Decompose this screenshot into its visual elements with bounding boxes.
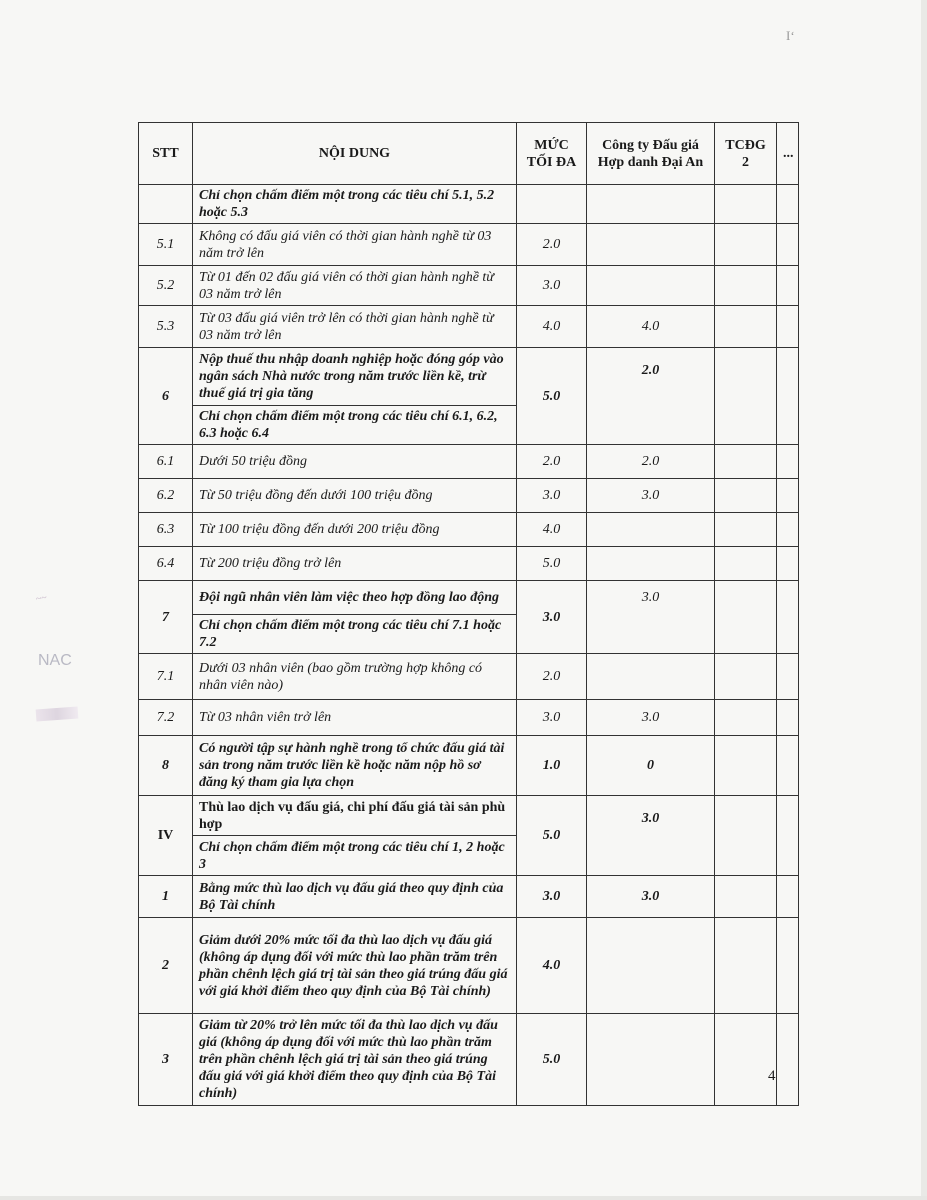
- table-row: [139, 479, 799, 513]
- page-number: 4: [768, 1068, 776, 1084]
- page-edge-bottom: [0, 1196, 927, 1200]
- table-row: [139, 547, 799, 581]
- row-max: 5.0: [517, 547, 587, 581]
- table-row: [139, 306, 799, 348]
- header-content: NỘI DUNG: [193, 123, 517, 185]
- row-content: Nộp thuế thu nhập doanh nghiệp hoặc đóng góp vào ngân sách Nhà nước trong năm trước liền kề, trừ thuế giá trị gia tăng: [193, 348, 517, 406]
- row-note: Chỉ chọn chấm điểm một trong các tiêu chí 1, 2 hoặc 3: [193, 836, 517, 876]
- row-content: Dưới 50 triệu đồng: [193, 445, 517, 479]
- row-content: Bằng mức thù lao dịch vụ đấu giá theo quy định của Bộ Tài chính: [193, 876, 517, 918]
- row-stt: 6: [139, 348, 193, 445]
- header-row: [139, 123, 799, 185]
- row-content: Giảm dưới 20% mức tối đa thù lao dịch vụ đấu giá (không áp dụng đối với mức thù lao phần trăm trên phần chênh lệch giá trị tài sản theo giá trúng đấu giá với giá khởi điểm theo quy định của Bộ Tài chính): [193, 918, 517, 1014]
- table-row: [139, 654, 799, 700]
- row-max: 3.0: [517, 479, 587, 513]
- row-note: Chỉ chọn chấm điểm một trong các tiêu chí 5.1, 5.2 hoặc 5.3: [193, 185, 517, 224]
- table-row: [139, 796, 799, 836]
- table-row: [139, 918, 799, 1014]
- stamp-fragment: ~~: [35, 592, 48, 605]
- row-content: Dưới 03 nhân viên (bao gồm trường hợp không có nhân viên nào): [193, 654, 517, 700]
- row-score: 3.0: [587, 876, 715, 918]
- row-max: 2.0: [517, 445, 587, 479]
- row-content: Từ 100 triệu đồng đến dưới 200 triệu đồng: [193, 513, 517, 547]
- row-content: Từ 03 đấu giá viên trở lên có thời gian hành nghề từ 03 năm trở lên: [193, 306, 517, 348]
- row-max: 1.0: [517, 736, 587, 796]
- row-content: Từ 200 triệu đồng trở lên: [193, 547, 517, 581]
- row-stt: 5.2: [139, 266, 193, 306]
- row-stt: 3: [139, 1014, 193, 1106]
- row-score: 0: [587, 736, 715, 796]
- evaluation-table: [138, 122, 799, 1106]
- table-row: [139, 1014, 799, 1106]
- row-max: 2.0: [517, 224, 587, 266]
- row-stt: 2: [139, 918, 193, 1014]
- row-max: 2.0: [517, 654, 587, 700]
- row-max: 5.0: [517, 348, 587, 445]
- row-stt: 5.1: [139, 224, 193, 266]
- table-row: [139, 513, 799, 547]
- row-max: 4.0: [517, 513, 587, 547]
- header-tcdg2: TCĐG 2: [715, 123, 777, 185]
- row-max: 4.0: [517, 918, 587, 1014]
- table-row: [139, 348, 799, 406]
- row-content: Giảm từ 20% trở lên mức tối đa thù lao dịch vụ đấu giá (không áp dụng đối với mức thù lao phần trăm trên phần chênh lệch giá trị tài sản theo giá trúng đấu giá với giá khởi điểm theo quy định của Bộ Tài chính): [193, 1014, 517, 1106]
- row-content: Không có đấu giá viên có thời gian hành nghề từ 03 năm trở lên: [193, 224, 517, 266]
- row-max: 3.0: [517, 581, 587, 654]
- row-content: Từ 03 nhân viên trở lên: [193, 700, 517, 736]
- row-score: 2.0: [587, 445, 715, 479]
- row-max: 3.0: [517, 700, 587, 736]
- row-content: Có người tập sự hành nghề trong tổ chức đấu giá tài sản trong năm trước liền kề hoặc năm nộp hồ sơ đăng ký tham gia lựa chọn: [193, 736, 517, 796]
- row-stt: 1: [139, 876, 193, 918]
- row-content: Thù lao dịch vụ đấu giá, chi phí đấu giá tài sản phù hợp: [193, 796, 517, 836]
- row-stt: 6.1: [139, 445, 193, 479]
- row-score: 3.0: [587, 479, 715, 513]
- row-score: 3.0: [587, 700, 715, 736]
- row-score: 4.0: [587, 306, 715, 348]
- stamp-fragment-band: [36, 707, 79, 722]
- row-content: Đội ngũ nhân viên làm việc theo hợp đồng lao động: [193, 581, 517, 615]
- row-note: Chỉ chọn chấm điểm một trong các tiêu chí 6.1, 6.2, 6.3 hoặc 6.4: [193, 406, 517, 445]
- row-max: 5.0: [517, 796, 587, 876]
- table-row: [139, 445, 799, 479]
- row-stt: 6.4: [139, 547, 193, 581]
- row-max: 3.0: [517, 266, 587, 306]
- row-stt: 7: [139, 581, 193, 654]
- row-max: 5.0: [517, 1014, 587, 1106]
- table-row: [139, 581, 799, 615]
- row-content: Từ 50 triệu đồng đến dưới 100 triệu đồng: [193, 479, 517, 513]
- page-edge: [921, 0, 927, 1200]
- corner-mark: I‘: [786, 28, 795, 43]
- header-more: ...: [777, 123, 799, 185]
- row-stt: 6.3: [139, 513, 193, 547]
- row-score: 2.0: [587, 348, 715, 445]
- row-stt: 7.2: [139, 700, 193, 736]
- header-company: Công ty Đấu giá Hợp danh Đại An: [587, 123, 715, 185]
- table-row: [139, 736, 799, 796]
- row-score: 3.0: [587, 581, 715, 654]
- row-max: 3.0: [517, 876, 587, 918]
- stamp-fragment-text: NAC: [38, 652, 72, 669]
- row-score: 3.0: [587, 796, 715, 876]
- row-stt: 5.3: [139, 306, 193, 348]
- row-content: Từ 01 đến 02 đấu giá viên có thời gian hành nghề từ 03 năm trở lên: [193, 266, 517, 306]
- table-row: [139, 266, 799, 306]
- table-row: [139, 876, 799, 918]
- header-max: MỨC TỐI ĐA: [517, 123, 587, 185]
- row-stt: 6.2: [139, 479, 193, 513]
- row-stt: 7.1: [139, 654, 193, 700]
- table-row: [139, 224, 799, 266]
- row-stt: IV: [139, 796, 193, 876]
- table-row: [139, 185, 799, 224]
- header-stt: STT: [139, 123, 193, 185]
- table-row: [139, 700, 799, 736]
- row-stt: 8: [139, 736, 193, 796]
- row-note: Chỉ chọn chấm điểm một trong các tiêu chí 7.1 hoặc 7.2: [193, 615, 517, 654]
- row-max: 4.0: [517, 306, 587, 348]
